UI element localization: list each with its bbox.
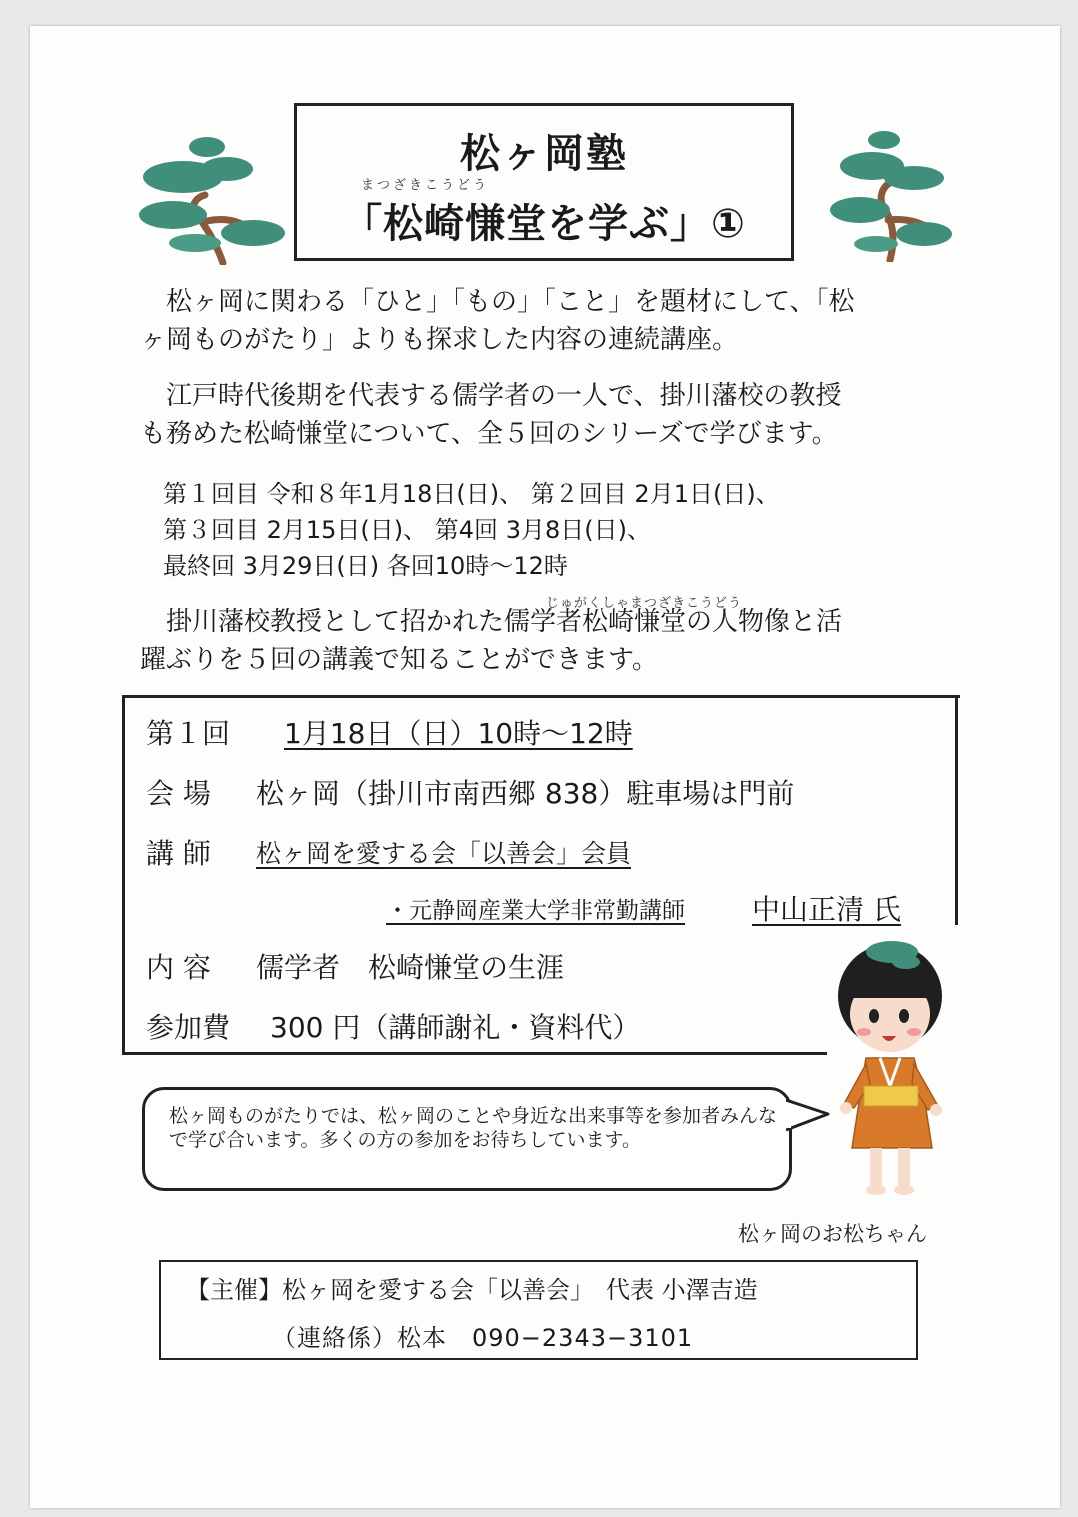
footer-contact: （連絡係）松本 090−2343−3101 (272, 1324, 694, 1352)
fee-label: 参加費 (146, 1011, 231, 1044)
intro-p2-line2: も務めた松崎慊堂について、全５回のシリーズで学びます。 (140, 419, 838, 449)
title-ruby: まつざきこうどう (361, 178, 490, 193)
intro-p2-line1: 江戸時代後期を代表する儒学者の一人で、掛川藩校の教授 (140, 381, 842, 411)
lecturer-name: 中山正清 氏 (752, 893, 901, 926)
session-label: 第１回 (146, 717, 231, 750)
schedule-line1: 第１回目 令和８年1月18日(日)、 第２回目 2月1日(日)、 (163, 480, 780, 508)
title-main: 「松崎慊堂を学ぶ」① (342, 201, 746, 247)
lecturer-title: ・元静岡産業大学非常勤講師 (386, 898, 685, 924)
lecture-line2: 躍ぶりを５回の講義で知ることができます。 (140, 645, 658, 675)
speech-bubble-text: 松ヶ岡ものがたりでは、松ヶ岡のことや身近な出来事等を参加者みんなで学び合います。多くの方の参加をお待ちしています。 (169, 1105, 778, 1151)
content-label: 内 容 (146, 951, 211, 984)
schedule-line2: 第３回目 2月15日(日)、 第4回 3月8日(日)、 (163, 516, 651, 544)
omatsu-chan-character-icon (826, 936, 956, 1211)
title-juku: 松ヶ岡塾 (460, 131, 628, 177)
venue-value: 松ヶ岡（掛川市南西郷 838）駐車場は門前 (256, 777, 795, 810)
venue-label: 会 場 (146, 777, 211, 810)
footer-organizer: 【主催】松ヶ岡を愛する会「以善会」 代表 小澤吉造 (186, 1276, 758, 1304)
pine-tree-left-icon (135, 125, 287, 265)
lecture-ruby: じゅがくしゃまつざきこうどう (546, 596, 743, 611)
intro-p1-line2: ヶ岡ものがたり」よりも探求した内容の連続講座。 (140, 325, 739, 355)
speech-bubble (142, 1087, 792, 1191)
lecture-line1: 掛川藩校教授として招かれた儒学者松崎慊堂の人物像と活 (140, 607, 843, 637)
session-value: 1月18日（日）10時〜12時 (284, 717, 633, 750)
info-box-border-right (955, 695, 958, 925)
fee-value: 300 円（講師謝礼・資料代） (270, 1011, 641, 1044)
lecturer-label: 講 師 (146, 837, 211, 870)
title-box (294, 103, 794, 261)
pine-tree-right-icon (826, 122, 956, 262)
info-box-border-bottom (122, 1052, 827, 1055)
content-value: 儒学者 松崎慊堂の生涯 (256, 951, 565, 984)
lecturer-org: 松ヶ岡を愛する会「以善会」会員 (256, 839, 632, 868)
character-caption: 松ヶ岡のお松ちゃん (738, 1222, 927, 1246)
intro-p1-line1: 松ヶ岡に関わる「ひと」「もの」「こと」を題材にして、「松 (140, 287, 855, 317)
schedule-line3: 最終回 3月29日(日) 各回10時〜12時 (163, 552, 568, 580)
